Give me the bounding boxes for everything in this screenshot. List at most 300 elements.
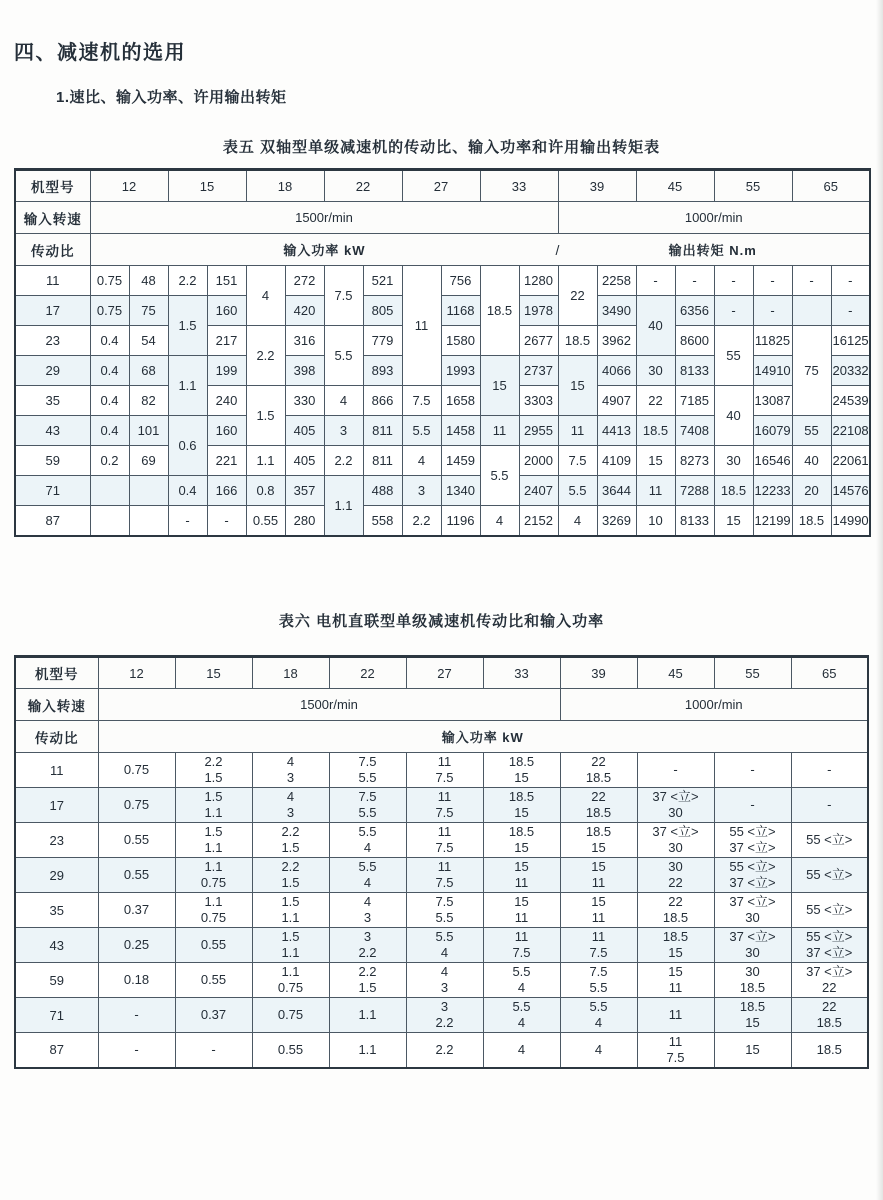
torque-cell: 488 xyxy=(363,476,402,506)
power-cell: 55 xyxy=(714,326,753,386)
power-cell: 11 xyxy=(558,416,597,446)
model-header-cell: 45 xyxy=(636,170,714,202)
torque-cell: 521 xyxy=(363,266,402,296)
model-header-cell: 12 xyxy=(90,170,168,202)
torque-unit-label: 输出转矩 N.m xyxy=(668,243,757,258)
power-cell: 18.5 xyxy=(714,476,753,506)
torque-cell: 1458 xyxy=(441,416,480,446)
ratio-cell: 87 xyxy=(15,506,90,536)
power-cell: 2.2 1.5 xyxy=(175,753,252,788)
power-cell: 7.5 xyxy=(402,386,441,416)
power-cell: - xyxy=(714,296,753,326)
torque-cell: 866 xyxy=(363,386,402,416)
power-cell: 1.1 xyxy=(246,446,285,476)
model-header-row xyxy=(15,657,868,689)
torque-cell: 14990 xyxy=(831,506,870,536)
torque-cell: 1196 xyxy=(441,506,480,536)
torque-cell: 4109 xyxy=(597,446,636,476)
ratio-cell: 71 xyxy=(15,476,90,506)
power-cell: 0.55 xyxy=(98,858,175,893)
power-cell: 7.5 5.5 xyxy=(329,788,406,823)
torque-cell: - xyxy=(207,506,246,536)
power-cell: 11 7.5 xyxy=(560,928,637,963)
power-cell: 4 xyxy=(483,1033,560,1068)
page-title: 四、减速机的选用 xyxy=(14,42,186,64)
power-unit-cell: 输入功率 kW xyxy=(98,721,868,753)
ratio-header-row xyxy=(15,234,870,266)
power-cell: 0.37 xyxy=(98,893,175,928)
ratio-cell: 11 xyxy=(15,266,90,296)
power-cell: 1.5 1.1 xyxy=(252,928,329,963)
ratio-cell: 17 xyxy=(15,788,98,823)
torque-cell: 405 xyxy=(285,446,324,476)
ratio-cell: 11 xyxy=(15,753,98,788)
torque-cell: 12199 xyxy=(753,506,792,536)
power-cell: - xyxy=(98,1033,175,1068)
torque-cell: 1993 xyxy=(441,356,480,386)
power-cell: 1.1 xyxy=(329,1033,406,1068)
model-header-cell: 65 xyxy=(791,657,868,689)
ratio-cell: 87 xyxy=(15,1033,98,1068)
power-cell: 15 xyxy=(714,506,753,536)
power-cell: 1.5 1.1 xyxy=(175,823,252,858)
table-row xyxy=(15,893,868,928)
power-cell: 55 xyxy=(792,416,831,446)
power-cell: 0.37 xyxy=(175,998,252,1033)
power-cell: 0.4 xyxy=(90,326,129,356)
power-cell: 4 xyxy=(558,506,597,536)
power-cell: 0.55 xyxy=(175,963,252,998)
model-header-cell: 22 xyxy=(329,657,406,689)
power-cell: 4 3 xyxy=(252,753,329,788)
power-cell xyxy=(792,296,831,326)
power-cell: 22 18.5 xyxy=(560,753,637,788)
power-cell: 2.2 1.5 xyxy=(252,858,329,893)
power-cell: 55 <立> xyxy=(791,858,868,893)
torque-cell: 8133 xyxy=(675,506,714,536)
power-cell: 18.5 xyxy=(636,416,675,446)
power-cell: 5.5 4 xyxy=(329,858,406,893)
power-cell: 0.25 xyxy=(98,928,175,963)
table-row xyxy=(15,1033,868,1068)
power-cell: 1.1 0.75 xyxy=(175,858,252,893)
power-cell: 7.5 5.5 xyxy=(406,893,483,928)
torque-cell: 14576 xyxy=(831,476,870,506)
torque-cell: 3490 xyxy=(597,296,636,326)
table-row xyxy=(15,326,870,356)
power-cell: 22 18.5 xyxy=(791,998,868,1033)
torque-cell: - xyxy=(753,296,792,326)
table6-caption: 表六 电机直联型单级减速机传动比和输入功率 xyxy=(278,613,605,630)
ratio-cell: 35 xyxy=(15,386,90,416)
torque-cell: 166 xyxy=(207,476,246,506)
torque-cell: 11825 xyxy=(753,326,792,356)
torque-cell: 3269 xyxy=(597,506,636,536)
model-header-cell: 27 xyxy=(402,170,480,202)
power-cell: 0.55 xyxy=(246,506,285,536)
speed-1500-cell: 1500r/min xyxy=(90,202,558,234)
model-header-cell: 15 xyxy=(175,657,252,689)
power-cell: 5.5 xyxy=(402,416,441,446)
power-cell: 37 <立> 30 xyxy=(637,823,714,858)
torque-cell: 8133 xyxy=(675,356,714,386)
power-cell: 11 xyxy=(636,476,675,506)
ratio-cell: 43 xyxy=(15,416,90,446)
power-cell: - xyxy=(636,266,675,296)
torque-cell: 2677 xyxy=(519,326,558,356)
power-cell: 11 7.5 xyxy=(406,753,483,788)
table5-gear-ratio-power-torque xyxy=(14,168,871,537)
table-row xyxy=(15,928,868,963)
torque-cell: 22061 xyxy=(831,446,870,476)
power-cell: 5.5 4 xyxy=(560,998,637,1033)
power-cell: 37 <立> 30 xyxy=(637,788,714,823)
power-cell: 30 22 xyxy=(637,858,714,893)
power-cell: 1.5 xyxy=(246,386,285,446)
torque-cell: 7185 xyxy=(675,386,714,416)
power-cell: 5.5 4 xyxy=(329,823,406,858)
torque-cell: 16079 xyxy=(753,416,792,446)
power-cell: 18.5 xyxy=(791,1033,868,1068)
torque-cell: 151 xyxy=(207,266,246,296)
torque-cell: 779 xyxy=(363,326,402,356)
torque-cell: 160 xyxy=(207,296,246,326)
power-cell: 1.5 1.1 xyxy=(175,788,252,823)
power-cell: 55 <立> 37 <立> xyxy=(714,858,791,893)
power-cell: - xyxy=(714,788,791,823)
power-cell: 15 11 xyxy=(560,893,637,928)
power-cell: 7.5 5.5 xyxy=(329,753,406,788)
power-cell: 22 18.5 xyxy=(637,893,714,928)
torque-cell: - xyxy=(753,266,792,296)
torque-cell: 2737 xyxy=(519,356,558,386)
torque-cell: 1978 xyxy=(519,296,558,326)
torque-cell: 16546 xyxy=(753,446,792,476)
power-cell: 30 xyxy=(636,356,675,386)
power-cell: 4 3 xyxy=(406,963,483,998)
power-cell xyxy=(90,476,129,506)
power-cell: 7.5 5.5 xyxy=(560,963,637,998)
torque-cell: 14910 xyxy=(753,356,792,386)
torque-cell: 4907 xyxy=(597,386,636,416)
power-cell: - xyxy=(98,998,175,1033)
torque-cell: - xyxy=(831,296,870,326)
torque-cell: 316 xyxy=(285,326,324,356)
power-cell: 15 11 xyxy=(483,893,560,928)
table-row xyxy=(15,823,868,858)
model-header-cell: 55 xyxy=(714,657,791,689)
model-header-cell: 45 xyxy=(637,657,714,689)
torque-cell: 7408 xyxy=(675,416,714,446)
power-unit-label: 输入功率 kW xyxy=(283,243,366,258)
power-cell: 1.5 1.1 xyxy=(252,893,329,928)
speed-header-row xyxy=(15,202,870,234)
torque-cell xyxy=(129,476,168,506)
scan-edge-shading xyxy=(876,0,883,1200)
torque-cell: 16125 xyxy=(831,326,870,356)
table-row xyxy=(15,858,868,893)
power-cell: 40 xyxy=(792,446,831,476)
power-cell: 37 <立> 22 xyxy=(791,963,868,998)
units-cell xyxy=(90,234,870,266)
torque-cell: 69 xyxy=(129,446,168,476)
ratio-label-cell: 传动比 xyxy=(15,721,98,753)
torque-cell: 12233 xyxy=(753,476,792,506)
power-cell: 3 xyxy=(402,476,441,506)
table5-caption: 表五 双轴型单级减速机的传动比、输入功率和许用输出转矩表 xyxy=(222,139,661,156)
torque-cell: 1340 xyxy=(441,476,480,506)
model-header-cell: 27 xyxy=(406,657,483,689)
power-cell: 1.5 xyxy=(168,296,207,356)
power-cell: 18.5 xyxy=(558,326,597,356)
power-cell: 0.8 xyxy=(246,476,285,506)
torque-cell: 405 xyxy=(285,416,324,446)
power-cell: 20 xyxy=(792,476,831,506)
torque-cell: 6356 xyxy=(675,296,714,326)
power-cell: - xyxy=(168,506,207,536)
power-cell: 2.2 1.5 xyxy=(329,963,406,998)
torque-cell xyxy=(129,506,168,536)
speed-1000-cell: 1000r/min xyxy=(560,689,868,721)
ratio-cell: 43 xyxy=(15,928,98,963)
power-cell: 11 7.5 xyxy=(637,1033,714,1068)
torque-cell: 13087 xyxy=(753,386,792,416)
power-cell: 2.2 xyxy=(168,266,207,296)
power-cell: 4 xyxy=(324,386,363,416)
power-cell: 15 11 xyxy=(483,858,560,893)
power-cell: 15 xyxy=(714,1033,791,1068)
model-header-cell: 18 xyxy=(246,170,324,202)
power-cell: 1.1 0.75 xyxy=(175,893,252,928)
power-cell: 55 <立> xyxy=(791,893,868,928)
torque-cell: 1459 xyxy=(441,446,480,476)
power-cell: 0.55 xyxy=(252,1033,329,1068)
model-header-cell: 15 xyxy=(168,170,246,202)
power-cell: 7.5 xyxy=(558,446,597,476)
torque-cell: 280 xyxy=(285,506,324,536)
power-cell: - xyxy=(175,1033,252,1068)
power-cell: 40 xyxy=(714,386,753,446)
power-cell: 75 xyxy=(792,326,831,416)
power-cell: 18.5 15 xyxy=(483,823,560,858)
power-cell: 4 xyxy=(560,1033,637,1068)
speed-label-cell: 输入转速 xyxy=(15,202,90,234)
torque-cell: 2152 xyxy=(519,506,558,536)
power-cell: 4 xyxy=(246,266,285,326)
power-cell: 0.75 xyxy=(90,266,129,296)
power-cell: 0.4 xyxy=(90,356,129,386)
torque-cell: 101 xyxy=(129,416,168,446)
model-label-cell: 机型号 xyxy=(15,657,98,689)
torque-cell: 272 xyxy=(285,266,324,296)
torque-cell: 3962 xyxy=(597,326,636,356)
power-cell: 0.75 xyxy=(90,296,129,326)
torque-cell: 48 xyxy=(129,266,168,296)
power-cell: 11 7.5 xyxy=(483,928,560,963)
torque-cell: 805 xyxy=(363,296,402,326)
power-cell: - xyxy=(714,753,791,788)
model-header-cell: 55 xyxy=(714,170,792,202)
slash-separator: / xyxy=(555,241,560,258)
power-cell: 22 xyxy=(636,386,675,416)
torque-cell: 54 xyxy=(129,326,168,356)
ratio-header-row xyxy=(15,721,868,753)
power-cell: 15 xyxy=(558,356,597,416)
power-cell: 11 xyxy=(480,416,519,446)
power-cell: 0.55 xyxy=(98,823,175,858)
power-cell: 3 xyxy=(324,416,363,446)
model-header-cell: 22 xyxy=(324,170,402,202)
table-row xyxy=(15,963,868,998)
power-cell: 5.5 4 xyxy=(406,928,483,963)
power-cell: 37 <立> 30 xyxy=(714,893,791,928)
power-cell: 0.18 xyxy=(98,963,175,998)
torque-cell: 82 xyxy=(129,386,168,416)
power-cell: 18.5 xyxy=(792,506,831,536)
power-cell: 18.5 15 xyxy=(560,823,637,858)
ratio-cell: 29 xyxy=(15,356,90,386)
power-cell: 0.2 xyxy=(90,446,129,476)
speed-1000-cell: 1000r/min xyxy=(558,202,870,234)
torque-cell: 330 xyxy=(285,386,324,416)
model-header-cell: 65 xyxy=(792,170,870,202)
power-cell: 4 3 xyxy=(252,788,329,823)
torque-cell: 199 xyxy=(207,356,246,386)
power-cell: 0.75 xyxy=(98,753,175,788)
power-cell: 2.2 xyxy=(402,506,441,536)
power-cell: 4 3 xyxy=(329,893,406,928)
torque-cell: 2258 xyxy=(597,266,636,296)
power-cell: 4 xyxy=(480,506,519,536)
torque-cell: 7288 xyxy=(675,476,714,506)
power-cell: 18.5 15 xyxy=(483,788,560,823)
ratio-cell: 23 xyxy=(15,326,90,356)
power-cell: 3 2.2 xyxy=(329,928,406,963)
power-cell: 1.1 xyxy=(324,476,363,536)
table-row xyxy=(15,753,868,788)
ratio-cell: 59 xyxy=(15,963,98,998)
power-cell: 18.5 15 xyxy=(483,753,560,788)
torque-cell: 1168 xyxy=(441,296,480,326)
table-row xyxy=(15,506,870,536)
torque-cell: 2955 xyxy=(519,416,558,446)
torque-cell: 22108 xyxy=(831,416,870,446)
power-cell: 15 xyxy=(480,356,519,416)
torque-cell: 398 xyxy=(285,356,324,386)
power-cell: 2.2 xyxy=(246,326,285,386)
torque-cell: - xyxy=(831,266,870,296)
torque-cell: 217 xyxy=(207,326,246,356)
table-row xyxy=(15,476,870,506)
power-cell: 15 11 xyxy=(637,963,714,998)
table-row xyxy=(15,998,868,1033)
ratio-cell: 35 xyxy=(15,893,98,928)
torque-cell: 1280 xyxy=(519,266,558,296)
torque-cell: 20332 xyxy=(831,356,870,386)
power-cell: 0.4 xyxy=(90,386,129,416)
torque-cell: 4066 xyxy=(597,356,636,386)
table-row xyxy=(15,296,870,326)
power-cell: 1.1 xyxy=(329,998,406,1033)
power-cell: 5.5 xyxy=(480,446,519,506)
power-cell: 11 7.5 xyxy=(406,823,483,858)
power-cell: 40 xyxy=(636,296,675,356)
torque-cell: 221 xyxy=(207,446,246,476)
speed-header-row xyxy=(15,689,868,721)
torque-cell: 24539 xyxy=(831,386,870,416)
power-cell: 5.5 4 xyxy=(483,998,560,1033)
power-cell: 10 xyxy=(636,506,675,536)
torque-cell: 3644 xyxy=(597,476,636,506)
model-header-cell: 12 xyxy=(98,657,175,689)
torque-cell: 4413 xyxy=(597,416,636,446)
ratio-cell: 71 xyxy=(15,998,98,1033)
power-cell: 18.5 15 xyxy=(714,998,791,1033)
power-cell: 11 xyxy=(402,266,441,386)
ratio-cell: 59 xyxy=(15,446,90,476)
torque-cell: - xyxy=(675,266,714,296)
torque-cell: 2407 xyxy=(519,476,558,506)
torque-cell: 893 xyxy=(363,356,402,386)
power-cell: 30 xyxy=(714,446,753,476)
power-cell: 7.5 xyxy=(324,266,363,326)
table-row xyxy=(15,266,870,296)
power-cell: 22 xyxy=(558,266,597,326)
power-cell: - xyxy=(791,753,868,788)
torque-cell: 160 xyxy=(207,416,246,446)
power-cell xyxy=(90,506,129,536)
model-header-cell: 18 xyxy=(252,657,329,689)
ratio-cell: 29 xyxy=(15,858,98,893)
power-cell: 30 18.5 xyxy=(714,963,791,998)
torque-cell: 420 xyxy=(285,296,324,326)
torque-cell: 1580 xyxy=(441,326,480,356)
torque-cell: 357 xyxy=(285,476,324,506)
power-cell: 0.55 xyxy=(175,928,252,963)
power-cell: 2.2 1.5 xyxy=(252,823,329,858)
power-cell: 18.5 15 xyxy=(637,928,714,963)
power-cell: 22 18.5 xyxy=(560,788,637,823)
table-row xyxy=(15,446,870,476)
torque-cell: 8600 xyxy=(675,326,714,356)
power-cell: 15 xyxy=(636,446,675,476)
torque-cell: 75 xyxy=(129,296,168,326)
power-cell: 0.75 xyxy=(252,998,329,1033)
power-cell: 11 7.5 xyxy=(406,788,483,823)
power-cell: 0.4 xyxy=(90,416,129,446)
power-cell: - xyxy=(637,753,714,788)
power-cell: 3 2.2 xyxy=(406,998,483,1033)
torque-cell: 68 xyxy=(129,356,168,386)
table-row xyxy=(15,386,870,416)
torque-cell: 811 xyxy=(363,416,402,446)
torque-cell: 8273 xyxy=(675,446,714,476)
model-header-cell: 39 xyxy=(560,657,637,689)
power-cell: 55 <立> 37 <立> xyxy=(791,928,868,963)
torque-cell: 240 xyxy=(207,386,246,416)
torque-cell: 1658 xyxy=(441,386,480,416)
power-cell: 37 <立> 30 xyxy=(714,928,791,963)
power-cell: 15 11 xyxy=(560,858,637,893)
power-cell: 11 xyxy=(637,998,714,1033)
power-cell: 5.5 xyxy=(324,326,363,386)
power-cell: 2.2 xyxy=(406,1033,483,1068)
power-cell: 2.2 xyxy=(324,446,363,476)
model-header-row xyxy=(15,170,870,202)
power-cell: - xyxy=(792,266,831,296)
torque-cell: 3303 xyxy=(519,386,558,416)
torque-cell: 811 xyxy=(363,446,402,476)
